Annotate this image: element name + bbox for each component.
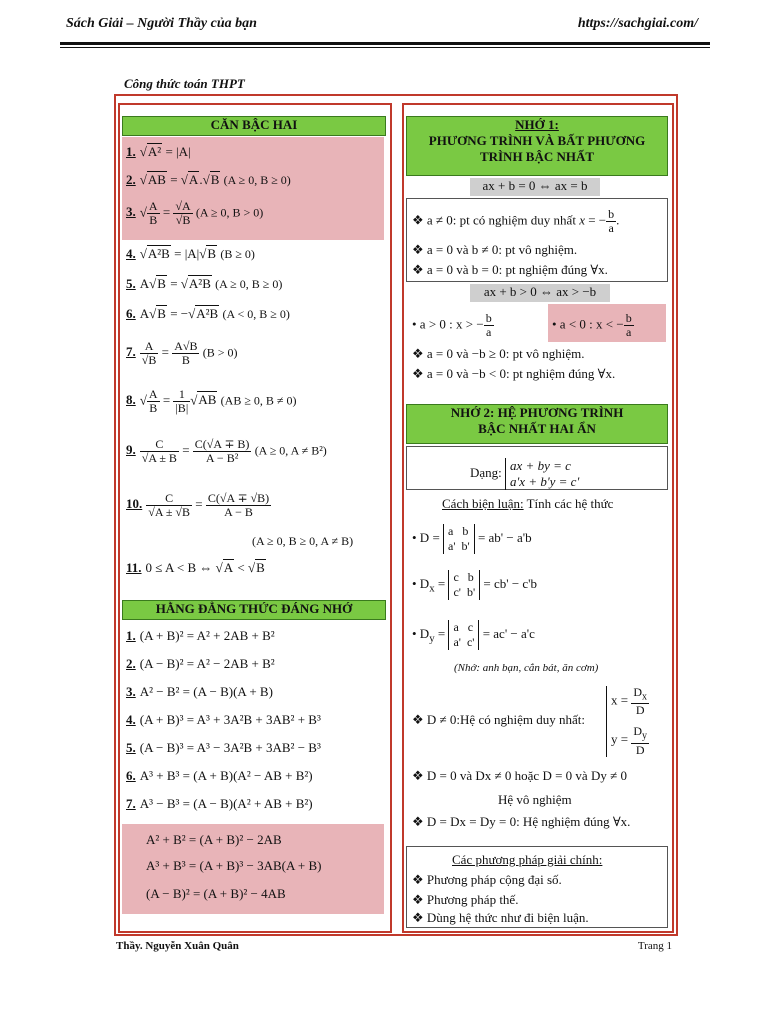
page-footer xyxy=(116,940,672,952)
formula-1: 1. √A² = |A| xyxy=(126,144,191,159)
memo-1-line3: TRÌNH BẬC NHẤT xyxy=(479,149,595,164)
formula-10-condition: (A ≥ 0, B ≥ 0, A ≠ B) xyxy=(252,534,354,548)
inequality-linear: ax + b > 0 ⇔ ax > −b xyxy=(470,284,610,302)
infinite-solution: ❖ D = Dx = Dy = 0: Hệ nghiệm đúng ∀x. xyxy=(412,814,631,829)
formula-9: 9. $\frac{C}{√A \pm B}$ = $\frac{C(√A \mp B)}{\text{A − B²}}$ (A ≥ 0, A ≠ B²) xyxy=(126,437,327,465)
method-heading-text: Tính các hệ thức xyxy=(523,496,614,511)
equation-linear: ax + b = 0 ⇔ ax = b xyxy=(470,178,600,196)
method-1: ❖ Phương pháp cộng đại số. xyxy=(412,872,562,887)
formula-2: 2. √AB = √A.√B (A ≥ 0, B ≥ 0) xyxy=(126,172,291,187)
case-5: ❖ a = 0 và −b < 0: pt nghiệm đúng ∀x. xyxy=(412,366,616,381)
case-2: ❖ a = 0 và b ≠ 0: pt vô nghiệm. xyxy=(412,242,578,257)
memo-2-line1: NHỚ 2: HỆ PHƯƠNG TRÌNH xyxy=(450,405,624,420)
mnemonic-note: (Nhớ: anh bạn, cắn bát, ăn cơm) xyxy=(454,662,599,674)
system-form xyxy=(470,458,579,490)
page-header xyxy=(66,16,698,38)
unique-solution-values: x = $\frac{D_x}{D}$ y = $\frac{D_y}{D}$ xyxy=(606,686,649,757)
unique-solution-text: ❖ D ≠ 0:Hệ có nghiệm duy nhất: xyxy=(412,712,585,727)
no-solution-label: Hệ vô nghiệm xyxy=(498,792,572,807)
formula-3: 3. √ $\frac{A}{B}$ = $\frac{√A}{√B}$ (A ≥ 0, B > 0) xyxy=(126,199,264,227)
formula-4: 4. √A²B = |A|√B (B ≥ 0) xyxy=(126,246,255,261)
case-3: ❖ a = 0 và b = 0: pt nghiệm đúng ∀x. xyxy=(412,262,608,277)
identity-extra-1: A² + B² = (A + B)² − 2AB xyxy=(146,832,282,847)
determinant-Dx-expansion: = cb' − c'b xyxy=(483,575,538,591)
method-3: ❖ Dùng hệ thức như đi biện luận. xyxy=(412,910,589,925)
system-form-label: Dạng: xyxy=(470,464,502,480)
case-negative-a: • a < 0 : x < − $\frac{b}{a}$ xyxy=(552,311,632,339)
identity-2: 2. (A − B)² = A² − 2AB + B² xyxy=(126,656,275,671)
header-rule-thin xyxy=(60,47,710,48)
section-title-square-root: CĂN BẬC HAI xyxy=(122,116,386,136)
methods-title: Các phương pháp giải chính: xyxy=(452,852,603,867)
case-1: ❖ a ≠ 0: pt có nghiệm duy nhất x = − $\frac{b}{a}$ . xyxy=(412,207,620,235)
determinant-Dy: • $D_y$ = a c a' c' = ac' − a'c xyxy=(412,620,535,649)
identity-5: 5. (A − B)³ = A³ − 3A²B + 3AB² − B³ xyxy=(126,740,321,755)
method-heading-label: Cách biện luận: xyxy=(442,496,524,511)
header-left: Sách Giải – Người Thầy của bạn xyxy=(66,16,257,31)
header-rule xyxy=(60,42,710,45)
formula-6: 6. A√B = −√A²B (A < 0, B ≥ 0) xyxy=(126,306,290,321)
no-solution-condition: ❖ D = 0 và Dx ≠ 0 hoặc D = 0 và Dy ≠ 0 xyxy=(412,768,627,783)
identity-3: 3. A² − B² = (A − B)(A + B) xyxy=(126,684,273,699)
formula-8: 8. √ $\frac{A}{B}$ = $\frac{1}{|B|}$ √AB (AB ≥ 0, B ≠ 0) xyxy=(126,387,297,415)
memo-1-label: NHỚ 1: xyxy=(515,117,559,132)
footer-page-number: Trang 1 xyxy=(637,940,672,952)
determinant-D-expansion: = ab' − a'b xyxy=(477,529,532,545)
identity-1: 1. (A + B)² = A² + 2AB + B² xyxy=(126,628,275,643)
section-title-identities: HẰNG ĐẲNG THỨC ĐÁNG NHỚ xyxy=(122,600,386,620)
determinant-Dy-expansion: = ac' − a'c xyxy=(482,625,535,641)
system-eq-1: ax + by = c xyxy=(510,458,571,473)
formula-11: 11. 0 ≤ A < B ⇔ √A < √B xyxy=(126,560,265,575)
doc-title: Công thức toán THPT xyxy=(124,76,245,91)
formula-7: 7. $\frac{A}{√B}$ = $\frac{A√B}{B}$ (B > 0) xyxy=(126,339,238,367)
identity-extra-3: (A − B)² = (A + B)² − 4AB xyxy=(146,886,286,901)
footer-author: Thầy. Nguyễn Xuân Quân xyxy=(116,940,239,952)
case-1-text: ❖ a ≠ 0: pt có nghiệm duy nhất xyxy=(412,212,576,228)
unique-solution xyxy=(412,712,585,728)
formula-10: 10. $\frac{C}{√A \pm √B}$ = $\frac{C(√A \mp √B)}{A - B}$ xyxy=(126,491,270,519)
identity-extra-2: A³ + B³ = (A + B)³ − 3AB(A + B) xyxy=(146,858,322,873)
memo-1-line2: PHƯƠNG TRÌNH VÀ BẤT PHƯƠNG xyxy=(428,133,646,148)
case-4: ❖ a = 0 và −b ≥ 0: pt vô nghiệm. xyxy=(412,346,585,361)
memo-2-line2: BẬC NHẤT HAI ẨN xyxy=(478,421,596,436)
header-right[interactable]: https://sachgiai.com/ xyxy=(577,16,698,31)
formula-5: 5. A√B = √A²B (A ≥ 0, B ≥ 0) xyxy=(126,276,283,291)
memo-1-title xyxy=(406,116,668,176)
method-2: ❖ Phương pháp thế. xyxy=(412,892,519,907)
case-positive-a: • a > 0 : x > − $\frac{b}{a}$ xyxy=(412,311,492,339)
determinant-Dx: • $D_x$ = c b c' b' = cb' − c'b xyxy=(412,570,538,599)
identity-4: 4. (A + B)³ = A³ + 3A²B + 3AB² + B³ xyxy=(126,712,321,727)
determinant-D: • D = a b a' b' = ab' − a'b xyxy=(412,524,532,553)
identity-6: 6. A³ + B³ = (A + B)(A² − AB + B²) xyxy=(126,768,313,783)
method-heading xyxy=(442,496,613,512)
memo-2-title xyxy=(406,404,668,444)
system-eq-2: a'x + b'y = c' xyxy=(510,474,580,489)
identity-7: 7. A³ − B³ = (A − B)(A² + AB + B²) xyxy=(126,796,313,811)
